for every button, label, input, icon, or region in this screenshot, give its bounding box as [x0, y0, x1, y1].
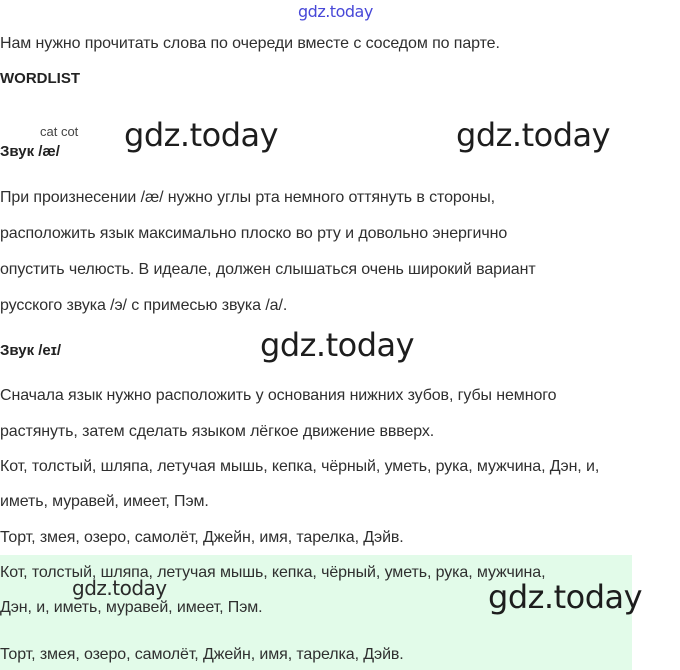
ghost-words: cat cot — [40, 124, 79, 139]
wordlist-heading: WORDLIST — [0, 70, 80, 87]
watermark-large-1: gdz.today — [124, 116, 279, 154]
sound2-line: растянуть, затем сделать языком лёгкое движение ввверх. — [0, 423, 435, 440]
highlight-line: Кот, толстый, шляпа, летучая мышь, кепка, чёрный, уметь, рука, мужчина, — [0, 564, 546, 581]
words1-line: Кот, толстый, шляпа, летучая мышь, кепка, чёрный, уметь, рука, мужчина, Дэн, и, — [0, 458, 600, 475]
watermark-small-bottom: gdz.today — [72, 576, 167, 600]
watermark-large-2: gdz.today — [456, 116, 611, 154]
highlight-line: Дэн, и, иметь, муравей, имеет, Пэм. — [0, 599, 263, 616]
watermark-large-3: gdz.today — [260, 326, 415, 364]
intro-text: Нам нужно прочитать слова по очереди вместе с соседом по парте. — [0, 35, 500, 52]
words1-line: иметь, муравей, имеет, Пэм. — [0, 493, 209, 510]
sound2-line: Сначала язык нужно расположить у основания нижних зубов, губы немного — [0, 387, 557, 404]
sound1-line: русского звука /э/ с примесью звука /а/. — [0, 297, 288, 314]
highlight-line: Торт, змея, озеро, самолёт, Джейн, имя, тарелка, Дэйв. — [0, 646, 404, 663]
watermark-large-4: gdz.today — [488, 578, 643, 616]
sound1-line: расположить язык максимально плоско во рту и довольно энергично — [0, 225, 508, 242]
sound1-line: При произнесении /æ/ нужно углы рта немного оттянуть в стороны, — [0, 189, 495, 206]
watermark-top: gdz.today — [298, 2, 373, 21]
words2-line: Торт, змея, озеро, самолёт, Джейн, имя, тарелка, Дэйв. — [0, 529, 404, 546]
sound1-heading: Звук /æ/ — [0, 143, 60, 160]
sound1-line: опустить челюсть. В идеале, должен слышаться очень широкий вариант — [0, 261, 536, 278]
sound2-heading: Звук /eɪ/ — [0, 342, 62, 359]
